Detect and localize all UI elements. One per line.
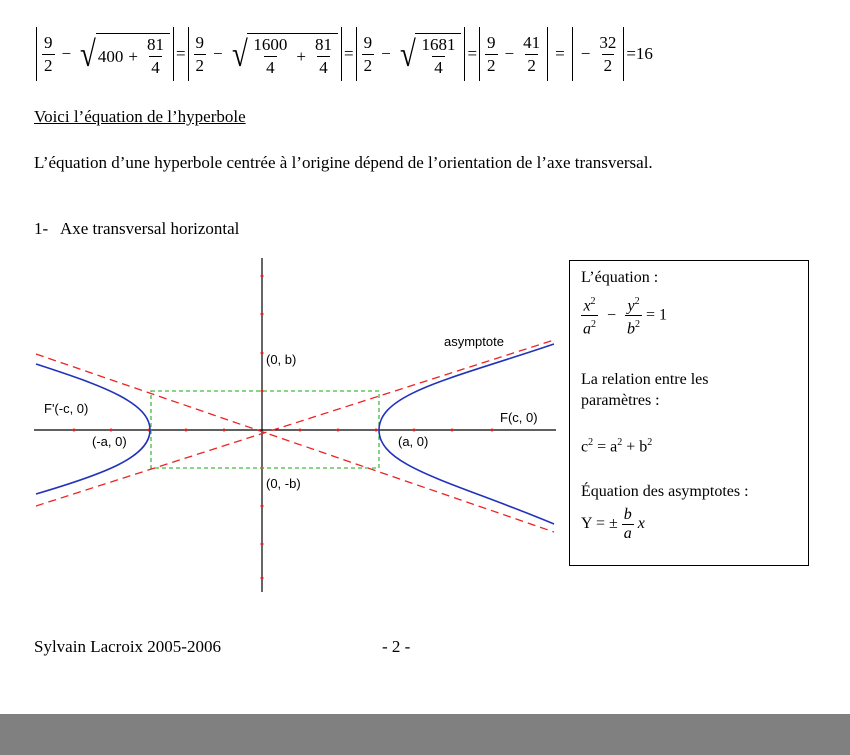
box-title: L’équation : <box>581 269 659 286</box>
label-vertex-neg: (-a, 0) <box>92 434 127 449</box>
intro-paragraph: L’équation d’une hyperbole centrée à l’origine dépend de l’orientation de l’axe transversal. <box>34 153 653 172</box>
footer-author: Sylvain Lacroix 2005-2006 <box>34 637 221 656</box>
list-text: Axe transversal horizontal <box>59 219 240 238</box>
relation-line-2: paramètres : <box>581 392 660 409</box>
sqrt-2: √ $\frac{1600}{4}$ + $\frac{81}{4}$ <box>230 29 338 79</box>
label-0-b: (0, b) <box>266 352 297 367</box>
label-0-minus-b: (0, -b) <box>266 476 301 491</box>
equation-row: $\frac{9}{2}$ − √ 400 + $\frac{81}{4}$ = $\frac{9}{2}$ − √ $\frac{1600}{4}$ + $\frac{81}{4}$ = $\frac{9}{2}$ − √ $\frac{1681}{4}$ = $\frac{9}{2}$ − $\frac{41}{2}$ = − $\frac{32}{2}$ =16 <box>34 22 653 86</box>
abs-term-3: $\frac{9}{2}$ − √ $\frac{1681}{4}$ <box>356 27 466 81</box>
abs-term-2: $\frac{9}{2}$ − √ $\frac{1600}{4}$ + $\frac{81}{4}$ <box>188 27 342 81</box>
hyperbola-equation: $\frac{x^2}{a^2}$ − $\frac{y^2}{b^2}$ = 1 <box>583 296 668 338</box>
sqrt-3: √ $\frac{1681}{4}$ <box>398 29 462 79</box>
label-vertex-pos: (a, 0) <box>398 434 429 449</box>
equation-result: =16 <box>626 44 653 63</box>
asymptote-equation: Y = ± $\frac{b}{a}$ x <box>581 506 645 542</box>
bottom-gray-bar <box>0 714 850 755</box>
relation-equation: $c^2 = a^2 + b^2$ <box>581 437 653 456</box>
axis-ticks <box>73 275 494 580</box>
list-item <box>34 219 239 239</box>
page-number: - 2 - <box>382 637 411 656</box>
relation-line-1: La relation entre les <box>581 371 709 388</box>
label-focus-neg: F'(-c, 0) <box>44 401 89 416</box>
asymptote-title: Équation des asymptotes : <box>581 483 749 500</box>
abs-term-1: $\frac{9}{2}$ − √ 400 + $\frac{81}{4}$ <box>36 27 174 81</box>
hyperbola-graph <box>34 258 556 594</box>
left-branch <box>36 364 150 494</box>
info-box <box>569 260 809 566</box>
section-heading: Voici l’équation de l’hyperbole <box>34 107 246 126</box>
list-number: 1- <box>34 219 49 238</box>
abs-term-4: $\frac{9}{2}$ − $\frac{41}{2}$ <box>479 27 548 81</box>
label-asymptote: asymptote <box>444 334 504 349</box>
label-focus-pos: F(c, 0) <box>500 410 538 425</box>
sqrt-1: √ 400 + $\frac{81}{4}$ <box>78 29 170 79</box>
abs-term-5: − $\frac{32}{2}$ <box>572 27 625 81</box>
